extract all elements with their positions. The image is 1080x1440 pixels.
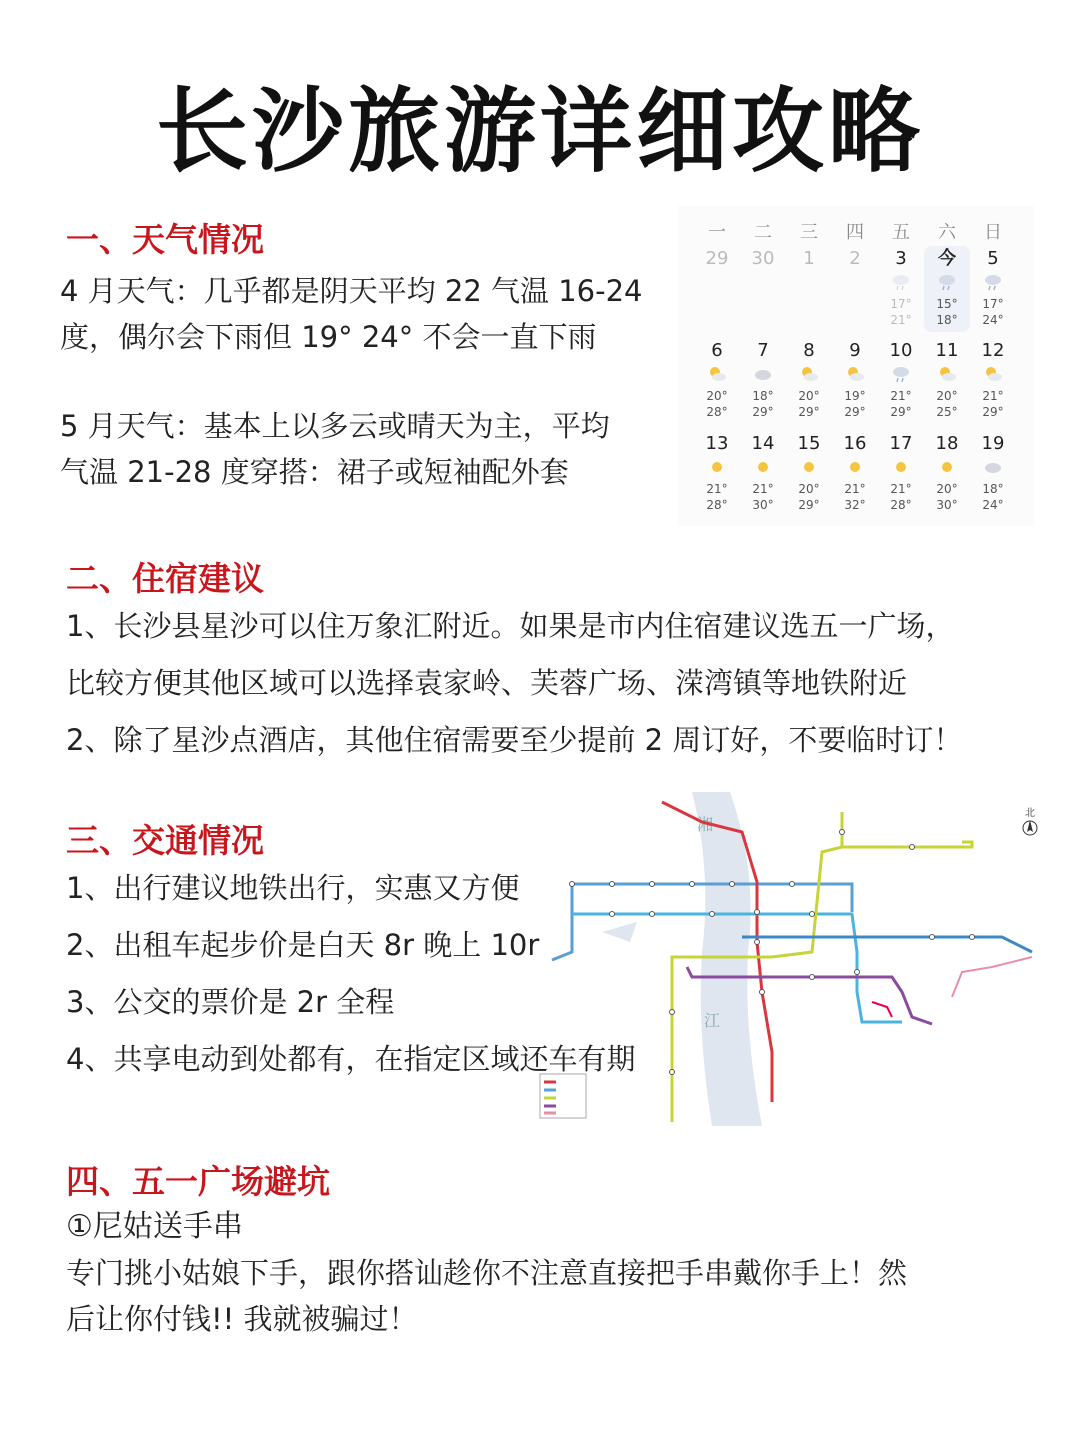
wuyi-subheading: ①尼姑送手串 xyxy=(66,1209,243,1244)
calendar-temp-low: 24° xyxy=(982,313,1004,327)
lodging-text xyxy=(66,598,962,769)
partly-cloudy-icon xyxy=(924,364,970,384)
calendar-day xyxy=(786,431,832,517)
calendar-temp-low: 29° xyxy=(982,405,1004,419)
lodging-heading: 二、住宿建议 xyxy=(66,559,264,598)
calendar-day-number: 3 xyxy=(895,248,907,269)
calendar-day-number: 14 xyxy=(751,433,775,454)
traffic-line-2: 2、出租车起步价是白天 8r 晚上 10r xyxy=(66,928,540,962)
calendar-day xyxy=(878,246,924,332)
calendar-day-number: 16 xyxy=(843,433,867,454)
sun-icon xyxy=(694,457,740,477)
lodging-line-1: 1、长沙县星沙可以住万象汇附近。如果是市内住宿建议选五一广场， xyxy=(66,609,955,643)
may-line-1: 5 月天气：基本上以多云或晴天为主，平均 xyxy=(60,409,610,443)
calendar-temp-low: 29° xyxy=(798,405,820,419)
calendar-temp-high: 20° xyxy=(936,389,958,403)
calendar-day xyxy=(694,246,740,332)
calendar-temp-low: 30° xyxy=(936,498,958,512)
calendar-day xyxy=(832,246,878,332)
calendar-day xyxy=(786,338,832,424)
page-title: 长沙旅游详细攻略 xyxy=(155,78,924,185)
calendar-day-number: 19 xyxy=(981,433,1005,454)
weather-calendar xyxy=(678,206,1034,526)
calendar-temp-high: 17° xyxy=(982,297,1004,311)
calendar-day-number: 8 xyxy=(803,340,815,361)
river-label-jiang: 江 xyxy=(704,1011,721,1030)
calendar-day-today xyxy=(924,246,970,332)
calendar-temp-low: 21° xyxy=(890,313,912,327)
wuyi-line-2: 后让你付钱!! 我就被骗过！ xyxy=(66,1302,418,1336)
calendar-day-number: 17 xyxy=(889,433,913,454)
calendar-temp-high: 21° xyxy=(890,389,912,403)
calendar-temp-low: 29° xyxy=(890,405,912,419)
calendar-temp-low: 32° xyxy=(844,498,866,512)
calendar-temp-high: 21° xyxy=(982,389,1004,403)
rain-icon xyxy=(924,272,970,292)
calendar-day-number: 2 xyxy=(849,248,861,269)
traffic-line-4: 4、共享电动到处都有，在指定区域还车有期 xyxy=(66,1042,636,1076)
calendar-temp-low: 30° xyxy=(752,498,774,512)
partly-cloudy-icon xyxy=(832,364,878,384)
calendar-day-number: 5 xyxy=(987,248,999,269)
calendar-day xyxy=(786,246,832,332)
calendar-day-number: 今 xyxy=(938,248,956,269)
traffic-line-3: 3、公交的票价是 2r 全程 xyxy=(66,985,395,1019)
calendar-weekday: 二 xyxy=(754,222,772,243)
cloud-icon xyxy=(740,364,786,384)
lodging-line-3: 2、除了星沙点酒店，其他住宿需要至少提前 2 周订好，不要临时订！ xyxy=(66,723,963,757)
calendar-day-number: 30 xyxy=(751,248,775,269)
calendar-day-number: 12 xyxy=(981,340,1005,361)
calendar-day xyxy=(740,338,786,424)
april-line-2: 度，偶尔会下雨但 19° 24° 不会一直下雨 xyxy=(60,320,597,354)
calendar-temp-high: 21° xyxy=(844,482,866,496)
calendar-day-number: 9 xyxy=(849,340,861,361)
wuyi-heading: 四、五一广场避坑 xyxy=(66,1162,330,1201)
calendar-temp-high: 17° xyxy=(890,297,912,311)
calendar-temp-low: 25° xyxy=(936,405,958,419)
calendar-day xyxy=(878,338,924,424)
calendar-day-number: 10 xyxy=(889,340,913,361)
river-label-xiang: 湘 xyxy=(697,815,714,834)
weather-april-text xyxy=(60,268,643,360)
calendar-temp-high: 21° xyxy=(752,482,774,496)
calendar-temp-low: 29° xyxy=(798,498,820,512)
calendar-day xyxy=(970,431,1016,517)
traffic-heading: 三、交通情况 xyxy=(66,821,264,860)
calendar-temp-high: 19° xyxy=(844,389,866,403)
calendar-weekday: 六 xyxy=(938,222,956,243)
calendar-day xyxy=(832,431,878,517)
calendar-temp-low: 24° xyxy=(982,498,1004,512)
calendar-temp-high: 21° xyxy=(890,482,912,496)
calendar-temp-high: 15° xyxy=(936,297,958,311)
calendar-day xyxy=(924,338,970,424)
sun-icon xyxy=(832,457,878,477)
partly-cloudy-icon xyxy=(970,364,1016,384)
calendar-temp-low: 28° xyxy=(890,498,912,512)
calendar-temp-high: 21° xyxy=(706,482,728,496)
sun-icon xyxy=(924,457,970,477)
weather-heading: 一、天气情况 xyxy=(66,220,264,259)
calendar-day-number: 11 xyxy=(935,340,959,361)
sun-icon xyxy=(786,457,832,477)
traffic-text xyxy=(66,860,635,1088)
calendar-temp-low: 29° xyxy=(752,405,774,419)
may-line-2: 气温 21-28 度穿搭：裙子或短袖配外套 xyxy=(60,455,569,489)
calendar-day xyxy=(970,338,1016,424)
weather-may-text xyxy=(60,403,610,495)
lodging-line-2: 比较方便其他区域可以选择袁家岭、芙蓉广场、溁湾镇等地铁附近 xyxy=(66,666,908,700)
april-line-1: 4 月天气：几乎都是阴天平均 22 气温 16-24 xyxy=(60,274,643,308)
calendar-day xyxy=(924,431,970,517)
calendar-day-number: 6 xyxy=(711,340,723,361)
sun-icon xyxy=(878,457,924,477)
cloud-icon xyxy=(970,457,1016,477)
traffic-line-1: 1、出行建议地铁出行，实惠又方便 xyxy=(66,871,520,905)
calendar-temp-low: 29° xyxy=(844,405,866,419)
calendar-day-number: 13 xyxy=(705,433,729,454)
wuyi-text xyxy=(66,1250,907,1342)
north-label: 北 xyxy=(1025,808,1035,819)
rain-icon xyxy=(970,272,1016,292)
partly-cloudy-icon xyxy=(786,364,832,384)
calendar-temp-low: 28° xyxy=(706,498,728,512)
rain-icon xyxy=(878,364,924,384)
calendar-temp-high: 18° xyxy=(752,389,774,403)
calendar-day xyxy=(878,431,924,517)
calendar-weekday: 四 xyxy=(846,222,864,243)
sun-icon xyxy=(740,457,786,477)
calendar-day-number: 29 xyxy=(705,248,729,269)
calendar-temp-high: 20° xyxy=(798,482,820,496)
rain-icon xyxy=(878,272,924,292)
wuyi-line-1: 专门挑小姑娘下手，跟你搭讪趁你不注意直接把手串戴你手上！然 xyxy=(66,1256,908,1290)
calendar-day-number: 18 xyxy=(935,433,959,454)
calendar-day xyxy=(694,431,740,517)
calendar-temp-low: 18° xyxy=(936,313,958,327)
calendar-temp-high: 18° xyxy=(982,482,1004,496)
calendar-day-number: 1 xyxy=(803,248,815,269)
calendar-day xyxy=(832,338,878,424)
calendar-temp-high: 20° xyxy=(798,389,820,403)
calendar-weekday: 日 xyxy=(984,222,1002,243)
calendar-day-number: 7 xyxy=(757,340,769,361)
calendar-temp-high: 20° xyxy=(706,389,728,403)
calendar-day xyxy=(694,338,740,424)
calendar-temp-high: 20° xyxy=(936,482,958,496)
calendar-temp-low: 28° xyxy=(706,405,728,419)
calendar-weekday: 一 xyxy=(708,222,726,243)
calendar-weekday: 三 xyxy=(800,222,818,243)
calendar-day xyxy=(740,431,786,517)
calendar-day xyxy=(970,246,1016,332)
partly-cloudy-icon xyxy=(694,364,740,384)
calendar-day xyxy=(740,246,786,332)
calendar-weekday: 五 xyxy=(892,222,910,243)
calendar-day-number: 15 xyxy=(797,433,821,454)
